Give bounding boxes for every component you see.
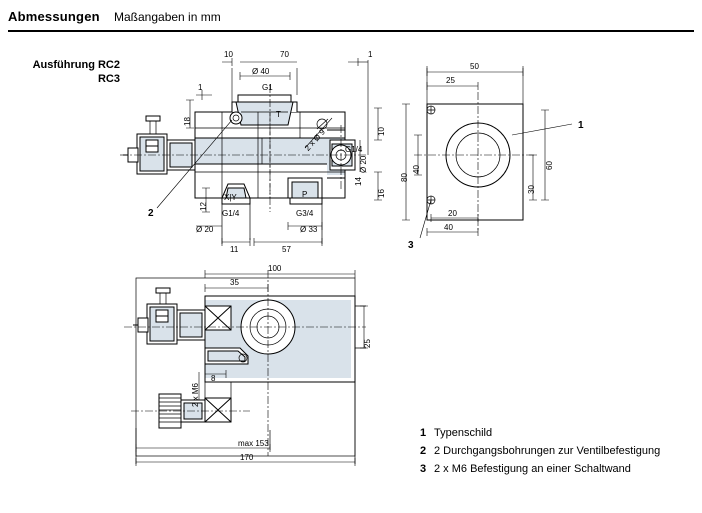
- page-subtitle: Maßangaben in mm: [114, 10, 221, 24]
- svg-text:60: 60: [545, 161, 554, 170]
- svg-text:14: 14: [354, 177, 363, 186]
- svg-text:8: 8: [211, 374, 216, 383]
- variant-line-2: RC3: [97, 73, 120, 85]
- svg-text:Ø 33: Ø 33: [300, 225, 318, 234]
- svg-text:G1/4: G1/4: [345, 145, 363, 154]
- svg-text:1: 1: [368, 50, 373, 59]
- svg-text:Ø 20: Ø 20: [359, 155, 368, 173]
- legend-number: 3: [420, 463, 427, 475]
- svg-text:50: 50: [470, 62, 479, 71]
- svg-text:11: 11: [230, 245, 239, 254]
- svg-text:G1: G1: [262, 83, 273, 92]
- svg-text:12: 12: [199, 202, 208, 211]
- svg-text:2: 2: [148, 208, 154, 219]
- legend: [420, 424, 660, 478]
- legend-item: [420, 424, 660, 442]
- svg-text:30: 30: [527, 185, 536, 194]
- front-view: [120, 50, 386, 254]
- svg-text:25: 25: [446, 76, 455, 85]
- svg-text:1: 1: [578, 120, 584, 131]
- svg-text:40: 40: [412, 165, 421, 174]
- svg-text:10: 10: [224, 50, 233, 59]
- legend-text: Typenschild: [434, 427, 493, 439]
- svg-text:G1/4: G1/4: [222, 209, 240, 218]
- legend-item: [420, 442, 660, 460]
- svg-text:20: 20: [448, 209, 457, 218]
- top-view: [124, 264, 372, 466]
- legend-item: [420, 460, 660, 478]
- svg-text:40: 40: [444, 223, 453, 232]
- svg-text:100: 100: [268, 264, 282, 273]
- svg-text:18: 18: [183, 117, 192, 126]
- svg-text:2 x Ø 9: 2 x Ø 9: [302, 127, 327, 153]
- legend-number: 2: [420, 445, 427, 457]
- svg-text:G3/4: G3/4: [296, 209, 314, 218]
- svg-text:10: 10: [377, 127, 386, 136]
- svg-text:70: 70: [280, 50, 289, 59]
- side-view: [400, 62, 584, 251]
- svg-text:57: 57: [282, 245, 291, 254]
- svg-text:170: 170: [240, 453, 254, 462]
- svg-text:1: 1: [198, 83, 203, 92]
- svg-text:35: 35: [230, 278, 239, 287]
- legend-text: 2 x M6 Befestigung an einer Schaltwand: [434, 463, 631, 475]
- svg-text:80: 80: [400, 173, 409, 182]
- svg-text:25: 25: [363, 339, 372, 348]
- svg-text:max 153: max 153: [238, 439, 269, 448]
- svg-text:3: 3: [408, 240, 414, 251]
- svg-text:16: 16: [377, 189, 386, 198]
- variant-line-1: Ausführung RC2: [32, 59, 120, 71]
- legend-number: 1: [420, 427, 427, 439]
- svg-text:Ø 20: Ø 20: [196, 225, 214, 234]
- svg-text:X|Y: X|Y: [224, 193, 237, 202]
- svg-text:P: P: [302, 190, 308, 199]
- svg-text:Ø 40: Ø 40: [252, 67, 270, 76]
- page-title: Abmessungen: [8, 9, 100, 24]
- svg-text:T: T: [276, 110, 281, 119]
- legend-text: 2 Durchgangsbohrungen zur Ventilbefestigung: [434, 445, 661, 457]
- svg-text:2 x M6: 2 x M6: [191, 382, 200, 407]
